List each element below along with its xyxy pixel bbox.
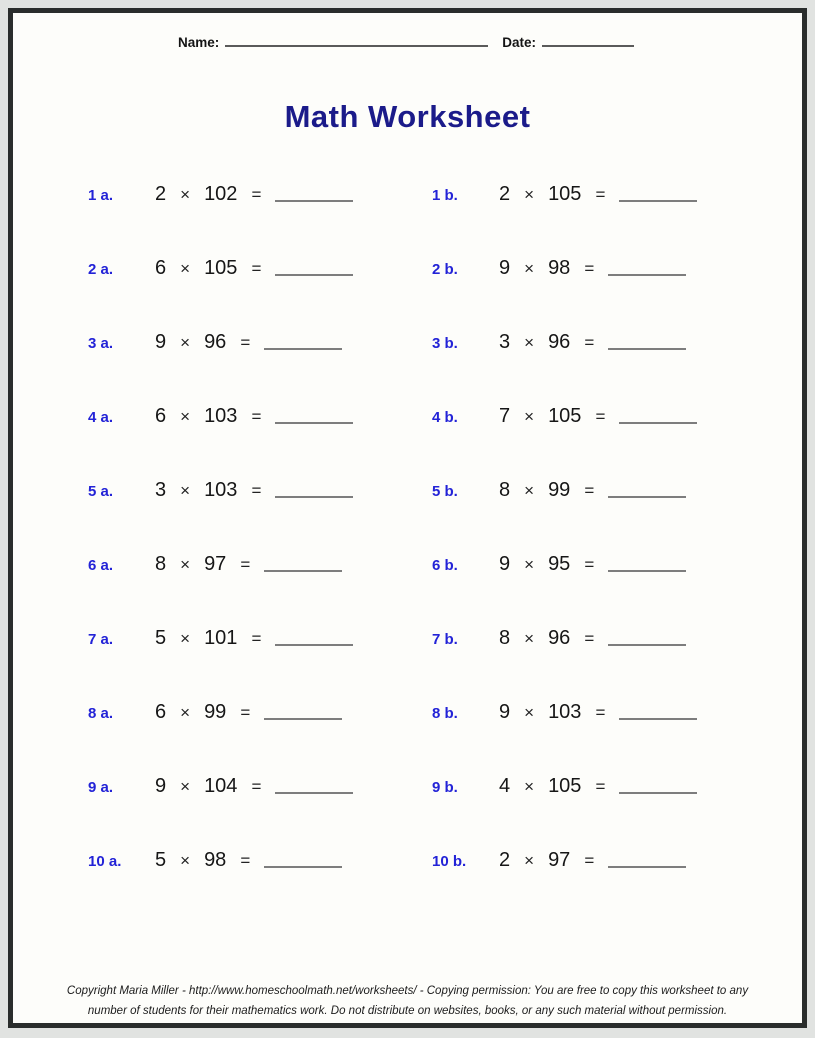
times-sign: ×: [180, 555, 191, 574]
problem-expression: [499, 331, 686, 354]
problem-2b: [432, 257, 686, 280]
problem-4b: [432, 405, 697, 428]
times-sign: ×: [524, 407, 535, 426]
factor-2: 96: [204, 331, 227, 353]
problem-label: 10 b.: [432, 853, 467, 870]
factor-1: 4: [499, 775, 511, 797]
factor-1: 8: [155, 553, 167, 575]
factor-1: 8: [499, 627, 511, 649]
problem-5a: [88, 479, 353, 502]
answer-blank[interactable]: [275, 482, 353, 498]
factor-1: 2: [499, 183, 511, 205]
factor-2: 97: [204, 553, 227, 575]
times-sign: ×: [524, 259, 535, 278]
factor-2: 96: [548, 627, 571, 649]
problem-expression: [499, 849, 686, 872]
times-sign: ×: [180, 481, 191, 500]
factor-2: 105: [548, 405, 582, 427]
problem-expression: [155, 701, 342, 724]
factor-2: 98: [204, 849, 227, 871]
problem-row: [13, 331, 802, 405]
times-sign: ×: [524, 333, 535, 352]
times-sign: ×: [524, 629, 535, 648]
problem-10a: [88, 849, 342, 872]
times-sign: ×: [180, 259, 191, 278]
problem-label: 4 b.: [432, 409, 458, 426]
answer-blank[interactable]: [275, 630, 353, 646]
times-sign: ×: [180, 703, 191, 722]
times-sign: ×: [180, 407, 191, 426]
problem-6a: [88, 553, 342, 576]
answer-blank[interactable]: [608, 482, 686, 498]
problem-expression: [499, 553, 686, 576]
problem-10b: [432, 849, 686, 872]
answer-blank[interactable]: [619, 704, 697, 720]
problem-9b: [432, 775, 697, 798]
answer-blank[interactable]: [264, 704, 342, 720]
factor-1: 9: [499, 257, 511, 279]
answer-blank[interactable]: [264, 334, 342, 350]
factor-1: 9: [499, 553, 511, 575]
answer-blank[interactable]: [275, 186, 353, 202]
factor-2: 105: [204, 257, 238, 279]
problem-expression: [499, 701, 697, 724]
problem-expression: [155, 183, 353, 206]
equals-sign: =: [584, 851, 595, 870]
page-title: Math Worksheet: [284, 99, 531, 134]
equals-sign: =: [251, 481, 262, 500]
equals-sign: =: [595, 703, 606, 722]
problem-1b: [432, 183, 697, 206]
problem-label: 5 a.: [88, 483, 114, 500]
answer-blank[interactable]: [275, 408, 353, 424]
answer-blank[interactable]: [275, 778, 353, 794]
equals-sign: =: [251, 407, 262, 426]
times-sign: ×: [180, 629, 191, 648]
problem-label: 7 a.: [88, 631, 114, 648]
problem-label: 3 a.: [88, 335, 114, 352]
problem-row: [13, 257, 802, 331]
equals-sign: =: [595, 777, 606, 796]
factor-1: 3: [155, 479, 167, 501]
problem-label: 8 b.: [432, 705, 458, 722]
times-sign: ×: [180, 333, 191, 352]
factor-2: 97: [548, 849, 571, 871]
factor-2: 101: [204, 627, 238, 649]
problem-label: 10 a.: [88, 853, 122, 870]
answer-blank[interactable]: [608, 334, 686, 350]
answer-blank[interactable]: [608, 556, 686, 572]
factor-2: 105: [548, 775, 582, 797]
factor-1: 5: [155, 627, 167, 649]
problem-row: [13, 849, 802, 923]
problems-grid: [13, 183, 802, 923]
factor-2: 95: [548, 553, 571, 575]
problem-8a: [88, 701, 342, 724]
equals-sign: =: [251, 259, 262, 278]
problem-expression: [155, 849, 342, 872]
factor-1: 9: [155, 775, 167, 797]
problem-row: [13, 775, 802, 849]
name-label: Name:: [178, 35, 220, 50]
factor-1: 6: [155, 257, 167, 279]
answer-blank[interactable]: [608, 852, 686, 868]
times-sign: ×: [180, 777, 191, 796]
factor-1: 7: [499, 405, 511, 427]
equals-sign: =: [584, 555, 595, 574]
problem-row: [13, 405, 802, 479]
equals-sign: =: [240, 851, 251, 870]
problem-expression: [499, 479, 686, 502]
problem-expression: [155, 553, 342, 576]
worksheet-page: [8, 8, 807, 1028]
problem-label: 4 a.: [88, 409, 114, 426]
answer-blank[interactable]: [608, 630, 686, 646]
equals-sign: =: [595, 407, 606, 426]
problem-4a: [88, 405, 353, 428]
answer-blank[interactable]: [619, 408, 697, 424]
times-sign: ×: [524, 481, 535, 500]
answer-blank[interactable]: [264, 852, 342, 868]
equals-sign: =: [240, 555, 251, 574]
equals-sign: =: [240, 333, 251, 352]
problem-expression: [499, 257, 686, 280]
equals-sign: =: [584, 333, 595, 352]
problem-expression: [499, 627, 686, 650]
problem-expression: [155, 479, 353, 502]
factor-2: 103: [204, 479, 238, 501]
factor-2: 103: [204, 405, 238, 427]
factor-1: 2: [155, 183, 167, 205]
factor-2: 105: [548, 183, 582, 205]
date-label: Date:: [502, 35, 537, 50]
problem-row: [13, 553, 802, 627]
problem-row: [13, 701, 802, 775]
factor-1: 5: [155, 849, 167, 871]
copyright-footer: [13, 981, 802, 1021]
problem-label: 9 a.: [88, 779, 114, 796]
problem-1a: [88, 183, 353, 206]
header-row: [178, 33, 634, 50]
equals-sign: =: [251, 777, 262, 796]
times-sign: ×: [180, 851, 191, 870]
problem-3b: [432, 331, 686, 354]
answer-blank[interactable]: [275, 260, 353, 276]
factor-1: 6: [155, 405, 167, 427]
problem-expression: [155, 331, 342, 354]
problem-row: [13, 479, 802, 553]
factor-2: 102: [204, 183, 238, 205]
problem-expression: [499, 183, 697, 206]
equals-sign: =: [251, 185, 262, 204]
answer-blank[interactable]: [264, 556, 342, 572]
factor-2: 96: [548, 331, 571, 353]
problem-expression: [155, 775, 353, 798]
copyright-line-2: number of students for their mathematics work. Do not distribute on websites, books, or any such material without permission.: [87, 1005, 728, 1017]
factor-1: 2: [499, 849, 511, 871]
times-sign: ×: [524, 185, 535, 204]
problem-label: 9 b.: [432, 779, 458, 796]
problem-expression: [499, 775, 697, 798]
equals-sign: =: [584, 481, 595, 500]
factor-1: 3: [499, 331, 511, 353]
times-sign: ×: [524, 555, 535, 574]
date-input-line[interactable]: [542, 33, 634, 47]
factor-1: 6: [155, 701, 167, 723]
problem-label: 7 b.: [432, 631, 458, 648]
problem-row: [13, 627, 802, 701]
problem-label: 8 a.: [88, 705, 114, 722]
problem-7b: [432, 627, 686, 650]
equals-sign: =: [240, 703, 251, 722]
problem-3a: [88, 331, 342, 354]
problem-row: [13, 183, 802, 257]
times-sign: ×: [524, 703, 535, 722]
problem-expression: [155, 627, 353, 650]
factor-2: 104: [204, 775, 238, 797]
problem-expression: [155, 257, 353, 280]
equals-sign: =: [251, 629, 262, 648]
answer-blank[interactable]: [619, 778, 697, 794]
answer-blank[interactable]: [619, 186, 697, 202]
problem-label: 6 b.: [432, 557, 458, 574]
times-sign: ×: [180, 185, 191, 204]
problem-6b: [432, 553, 686, 576]
factor-1: 8: [499, 479, 511, 501]
problem-expression: [499, 405, 697, 428]
factor-2: 98: [548, 257, 571, 279]
problem-label: 5 b.: [432, 483, 458, 500]
problem-label: 2 b.: [432, 261, 458, 278]
problem-label: 1 b.: [432, 187, 458, 204]
problem-expression: [155, 405, 353, 428]
problem-label: 3 b.: [432, 335, 458, 352]
problem-5b: [432, 479, 686, 502]
problem-8b: [432, 701, 697, 724]
equals-sign: =: [595, 185, 606, 204]
problem-label: 2 a.: [88, 261, 114, 278]
problem-9a: [88, 775, 353, 798]
copyright-line-1: Copyright Maria Miller - http://www.homeschoolmath.net/worksheets/ - Copying permission: You are free to copy this worksheet to any: [66, 985, 749, 997]
factor-2: 103: [548, 701, 582, 723]
times-sign: ×: [524, 777, 535, 796]
factor-1: 9: [155, 331, 167, 353]
factor-1: 9: [499, 701, 511, 723]
times-sign: ×: [524, 851, 535, 870]
factor-2: 99: [548, 479, 571, 501]
name-input-line[interactable]: [225, 33, 488, 47]
equals-sign: =: [584, 629, 595, 648]
problem-label: 1 a.: [88, 187, 114, 204]
problem-2a: [88, 257, 353, 280]
problem-7a: [88, 627, 353, 650]
answer-blank[interactable]: [608, 260, 686, 276]
problem-label: 6 a.: [88, 557, 114, 574]
equals-sign: =: [584, 259, 595, 278]
factor-2: 99: [204, 701, 227, 723]
